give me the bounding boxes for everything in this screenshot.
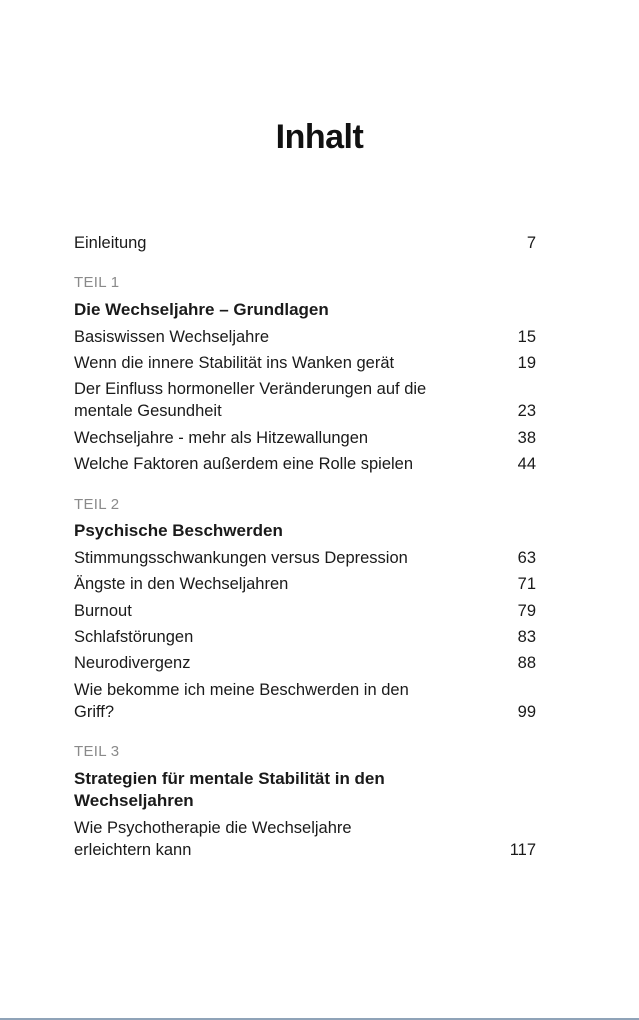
toc-entry-label: Welche Faktoren außerdem eine Rolle spielen (74, 455, 414, 473)
toc-entry-label: Basiswissen Wechseljahre (74, 328, 270, 346)
toc-entry-page: 83 (517, 628, 536, 646)
toc-entry[interactable] (74, 817, 536, 861)
toc-entry[interactable] (74, 453, 536, 475)
toc-entry[interactable] (74, 352, 536, 374)
toc-entry[interactable] (74, 600, 536, 622)
part-number: TEIL 2 (74, 496, 120, 513)
toc-entry-page: 117 (509, 841, 536, 859)
toc-entry-page: 7 (526, 234, 536, 252)
toc-entry-label: Einleitung (74, 234, 147, 252)
toc-entry-page: 79 (517, 602, 536, 620)
part-number: TEIL 1 (74, 274, 120, 291)
part-title: Strategien für mentale Stabilität in den Wechseljahren (74, 769, 385, 810)
toc-entry-label: Stimmungsschwankungen versus Depression (74, 549, 408, 567)
toc-entry-label: Neurodivergenz (74, 654, 191, 672)
toc-entry-introduction[interactable] (74, 232, 536, 254)
toc-entry-page: 19 (517, 354, 536, 372)
toc-entry[interactable] (74, 652, 536, 674)
toc-entry-page: 88 (517, 654, 536, 672)
toc-entry[interactable] (74, 326, 536, 348)
toc-entry-label: Wechseljahre - mehr als Hitzewallungen (74, 429, 369, 447)
toc-entry-label: Burnout (74, 602, 132, 620)
part-title: Die Wechseljahre – Grundlagen (74, 300, 329, 319)
toc-entry-page: 63 (517, 549, 536, 567)
toc-entry[interactable] (74, 547, 536, 569)
toc-entry-label: Ängste in den Wechseljahren (74, 575, 289, 593)
toc-entry[interactable] (74, 679, 536, 723)
toc-entry-page: 44 (517, 455, 536, 473)
toc-entry[interactable] (74, 573, 536, 595)
toc-entry-page: 99 (517, 703, 536, 721)
toc-entry-page: 23 (517, 402, 536, 420)
toc-entry[interactable] (74, 378, 536, 422)
toc-entry-label: Wie Psychotherapie die Wechseljahre erleichtern kann (74, 819, 352, 859)
part-number: TEIL 3 (74, 743, 120, 760)
toc-entry-label: Der Einfluss hormoneller Veränderungen auf die mentale Gesundheit (74, 380, 427, 420)
toc-entry-label: Wie bekomme ich meine Beschwerden in den Griff? (74, 681, 409, 721)
toc-entry[interactable] (74, 626, 536, 648)
toc-entry[interactable] (74, 427, 536, 449)
toc-entry-page: 15 (517, 328, 536, 346)
toc-entry-page: 71 (517, 575, 536, 593)
toc-entry-page: 38 (517, 429, 536, 447)
page-title: Inhalt (275, 118, 364, 156)
part-title: Psychische Beschwerden (74, 521, 283, 540)
toc-entry-label: Wenn die innere Stabilität ins Wanken gerät (74, 354, 395, 372)
toc-entry-label: Schlafstörungen (74, 628, 194, 646)
